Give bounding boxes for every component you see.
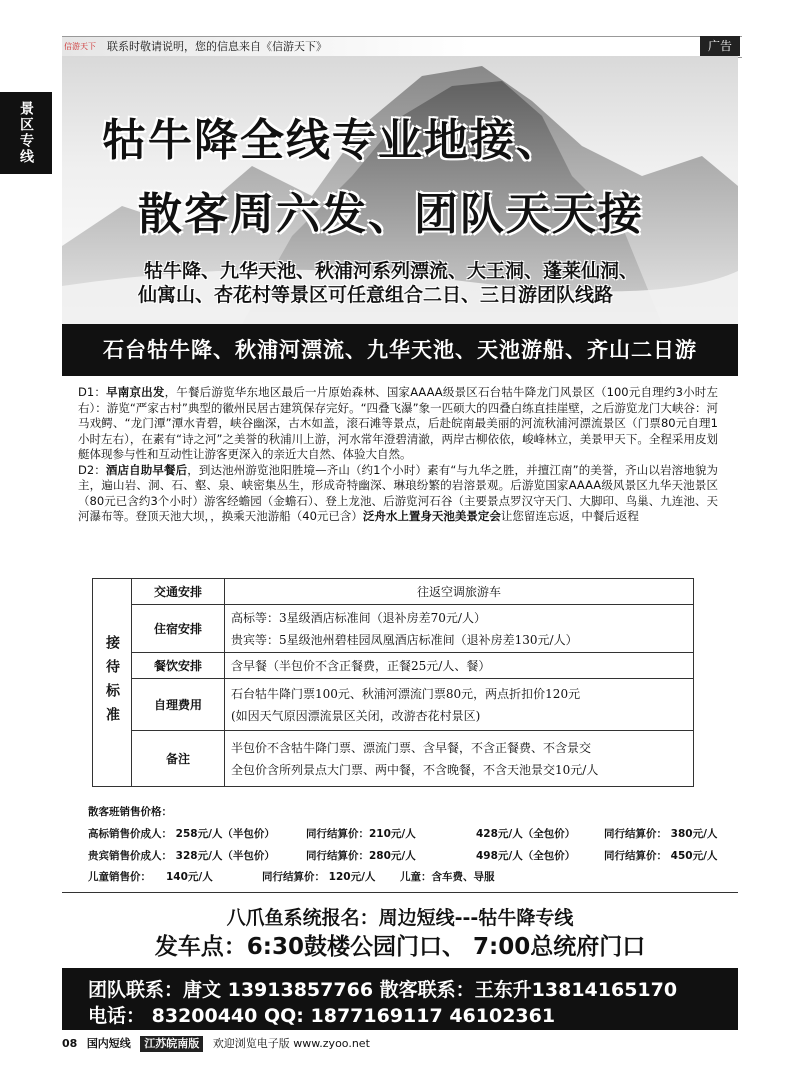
high-peer-full: 同行结算价： 380元/人 [604, 828, 718, 840]
notes-line-1: 半包价不含牯牛降门票、漂流门票、含早餐，不含正餐费、不含景交 [231, 740, 592, 755]
vip-peer-half: 同行结算价：280元/人 [306, 850, 416, 862]
row-val-lodging [225, 605, 694, 653]
row-cat-notes: 备注 [132, 731, 225, 787]
vip-adult-full: 498元/人（全包价） [476, 850, 576, 862]
child-price: 140元/人 [166, 871, 213, 883]
row-cat-transport: 交通安排 [132, 579, 225, 605]
day2-lead: 酒店自助早餐后 [105, 462, 188, 477]
banner-sub-1: 牯牛降、九华天池、秋浦河系列漂流、大王洞、蓬莱仙洞、 [144, 260, 639, 282]
departure-line: 发车点：6:30鼓楼公园门口、 7:00总统府门口 [154, 934, 646, 960]
row-cat-meals: 餐饮安排 [132, 653, 225, 679]
ad-tag: 广告 [700, 36, 740, 56]
vip-peer-full: 同行结算价： 450元/人 [604, 850, 718, 862]
row-val-meals [225, 653, 694, 679]
contact-box [62, 968, 738, 1030]
high-adult-half: 高标销售价成人： 258元/人（半包价） [88, 828, 275, 840]
lodging-line-2: 贵宾等：5星级池州碧桂园凤凰酒店标准间（退补房差130元/人） [231, 632, 578, 647]
price-heading: 散客班销售价格： [88, 806, 172, 818]
reception-standards-table [92, 578, 694, 787]
website-note: 欢迎浏览电子版 www.zyoo.net [212, 1037, 370, 1050]
row-cat-selfpay: 自理费用 [132, 679, 225, 731]
child-label: 儿童销售价： [88, 871, 151, 883]
vip-adult-half: 贵宾销售价成人： 328元/人（半包价） [88, 850, 275, 862]
day2-highlight: 泛舟水上置身天池美景定会 [362, 509, 501, 523]
row-cat-lodging: 住宿安排 [132, 605, 225, 653]
day1 [78, 385, 718, 463]
high-adult-full: 428元/人（全包价） [476, 828, 576, 840]
selfpay-line-1: 石台牯牛降门票100元、秋浦河漂流门票80元，两点折扣价120元 [231, 686, 581, 701]
page-number: 08 [62, 1037, 78, 1050]
banner-sub-2: 仙寓山、杏花村等景区可任意组合二日、三日游团队线路 [138, 284, 614, 306]
day2 [78, 463, 718, 525]
hero-banner [62, 56, 738, 324]
top-strip [62, 36, 742, 58]
divider [62, 892, 738, 893]
day2-tail: 让您留连忘返，中餐后返程 [500, 509, 639, 523]
contact-line-2: 电话： 83200440 QQ: 1877169117 46102361 [88, 1005, 556, 1027]
edition-badge: 江苏皖南版 [140, 1036, 203, 1052]
child-note: 儿童：含车费、导服 [400, 871, 495, 883]
signup-line: 八爪鱼系统报名：周边短线---牯牛降专线 [226, 907, 574, 929]
footer-section: 国内短线 [86, 1037, 131, 1050]
section-side-tab: 景区专线 [0, 92, 52, 174]
high-peer-half: 同行结算价：210元/人 [306, 828, 416, 840]
day1-text: ，午餐后游览华东地区最后一片原始森林、国家AAAA级景区石台牯牛降龙门风景区（100元自理约3小时左右）：游览“严家古村”典型的徽州民居古建筑保存完好。“四叠飞瀑”象一匹硕大的四叠白练直挂崖壁，之后游览龙门大峡谷：河马戏鳄、“龙门潭”潭水青碧，峡谷幽深，古木如盖，滚石滩等景点，后赴皖南最美丽的河流秋浦河漂流景区（门票80元自理1小时左右），在素有“诗之河”之美誉的秋浦川上游，河水常年澄碧清澈，两岸古柳依依，峻峰林立，美景甲天下。全程采用皮划艇体现参与性和互动性让游客更深入的亲近大自然、体验大自然。 [78, 385, 719, 461]
standards-side-label: 接待标准 [93, 579, 132, 787]
notes-line-2: 全包价含所列景点大门票、两中餐，不含晚餐，不含天池景交10元/人 [231, 762, 599, 777]
banner-title-1: 牯牛降全线专业地接、 [102, 115, 562, 166]
day2-label: D2： [78, 462, 106, 477]
row-val-notes [225, 731, 694, 787]
row-val-selfpay [225, 679, 694, 731]
itinerary [78, 385, 718, 525]
day1-lead: 早南京出发 [106, 385, 165, 399]
child-peer: 同行结算价： 120元/人 [262, 871, 376, 883]
source-note: 联系时敬请说明，您的信息来自《信游天下》 [107, 40, 327, 53]
transport-line: 往返空调旅游车 [416, 584, 501, 599]
footer [62, 1036, 442, 1052]
selfpay-line-2: (如因天气原因漂流景区关闭，改游杏花村景区) [231, 708, 481, 723]
banner-title-2: 散客周六发、团队天天接 [138, 189, 644, 240]
route-title: 石台牯牛降、秋浦河漂流、九华天池、天池游船、齐山二日游 [62, 324, 738, 376]
lodging-line-1: 高标等：3星级酒店标准间（退补房差70元/人） [231, 610, 486, 625]
price-row-high [88, 826, 728, 840]
publication-logo: 信游天下 [64, 42, 96, 51]
contact-line-1: 团队联系：唐文 13913857766 散客联系：王东升13814165170 [88, 979, 678, 1001]
price-row-vip [88, 848, 728, 862]
price-row-child [88, 869, 728, 883]
day2-text: ，到达池州游览池阳胜境—齐山（约1个小时）素有“与九华之胜，并擅江南”的美誉，齐山以岩溶地貌为主，遍山岩、洞、石、壑、泉、峡密集丛生，形成奇特幽深、琳琅纷繁的岩溶景观。后游览国家AAAA级风景区九华天池景区（80元已含约3个小时）游客经蟾园（金蟾石）、登上龙池、后游览河石谷（主要景点罗汉守天门、大脚印、鸟巢、九连池、天河瀑布等。登顶天池大坝，，换乘天池游船（40元已含） [78, 462, 719, 523]
day1-label: D1： [78, 385, 107, 399]
row-val-transport [225, 579, 694, 605]
meals-line: 含早餐（半包价不含正餐费，正餐25元/人、餐） [231, 658, 491, 673]
